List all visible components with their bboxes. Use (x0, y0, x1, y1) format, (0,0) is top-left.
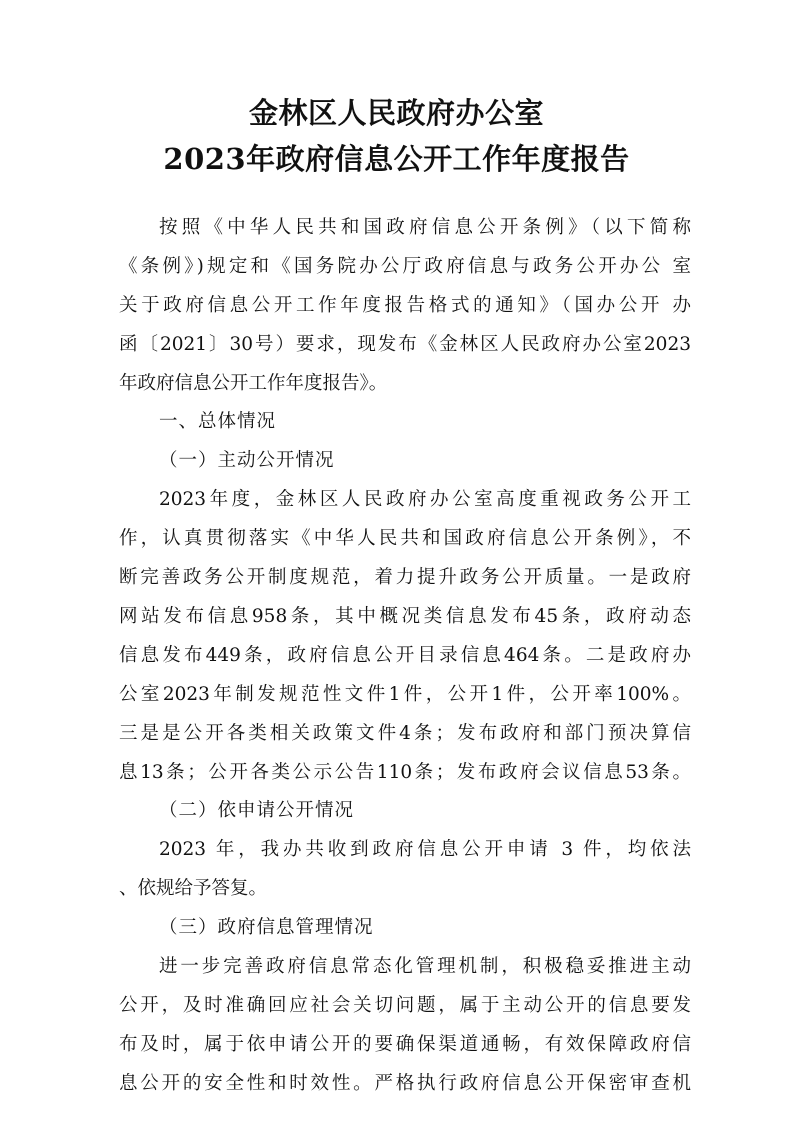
paragraph-line: 进一步完善政府信息常态化管理机制，积极稳妥推进主动 (159, 956, 691, 977)
subsection-heading: （一）主动公开情况 (159, 450, 335, 471)
paragraph-line: 三是是公开各类相关政策文件4条；发布政府和部门预决算信 (119, 723, 691, 744)
paragraph-line: 布及时，属于依申请公开的要确保渠道通畅，有效保障政府信 (119, 1034, 691, 1055)
paragraph-line: 按照《中华人民共和国政府信息公开条例》（以下简称 (159, 217, 691, 238)
paragraph-line: 公室2023年制发规范性文件1件，公开1件，公开率100%。 (119, 684, 691, 705)
paragraph-line: 公开，及时准确回应社会关切问题，属于主动公开的信息要发 (119, 995, 691, 1016)
report-title-line-1: 金林区人民政府办公室 (248, 96, 544, 130)
paragraph-line: 、依规给予答复。 (119, 878, 268, 899)
paragraph-line: 年政府信息公开工作年度报告》。 (119, 373, 388, 394)
paragraph-line: 息13条；公开各类公示公告110条；发布政府会议信息53条。 (119, 762, 691, 783)
paragraph-line: 《条例》)规定和《国务院办公厅政府信息与政务公开办公 室 (119, 256, 691, 277)
paragraph-line: 2023年度，金林区人民政府办公室高度重视政务公开工 (159, 489, 691, 510)
paragraph-line: 函〔2021〕30号）要求，现发布《金林区人民政府办公室2023 (119, 334, 691, 355)
report-title-line-2: 2023年政府信息公开工作年度报告 (163, 142, 630, 176)
paragraph-line: 网站发布信息958条，其中概况类信息发布45条，政府动态 (119, 606, 691, 627)
paragraph-line: 2023 年，我办共收到政府信息公开申请 3 件，均依法 (159, 839, 691, 860)
section-heading: 一、总体情况 (159, 411, 277, 432)
paragraph-line: 断完善政务公开制度规范，着力提升政务公开质量。一是政府 (119, 567, 691, 588)
subsection-heading: （二）依申请公开情况 (159, 800, 355, 821)
paragraph-line: 作，认真贯彻落实《中华人民共和国政府信息公开条例》，不 (119, 528, 691, 549)
paragraph-line: 息公开的安全性和时效性。严格执行政府信息公开保密审查机 (119, 1073, 691, 1094)
paragraph-line: 信息发布449条，政府信息公开目录信息464条。二是政府办 (119, 645, 691, 666)
subsection-heading: （三）政府信息管理情况 (159, 917, 374, 938)
paragraph-line: 关于政府信息公开工作年度报告格式的通知》（国办公开 办 (119, 295, 691, 316)
